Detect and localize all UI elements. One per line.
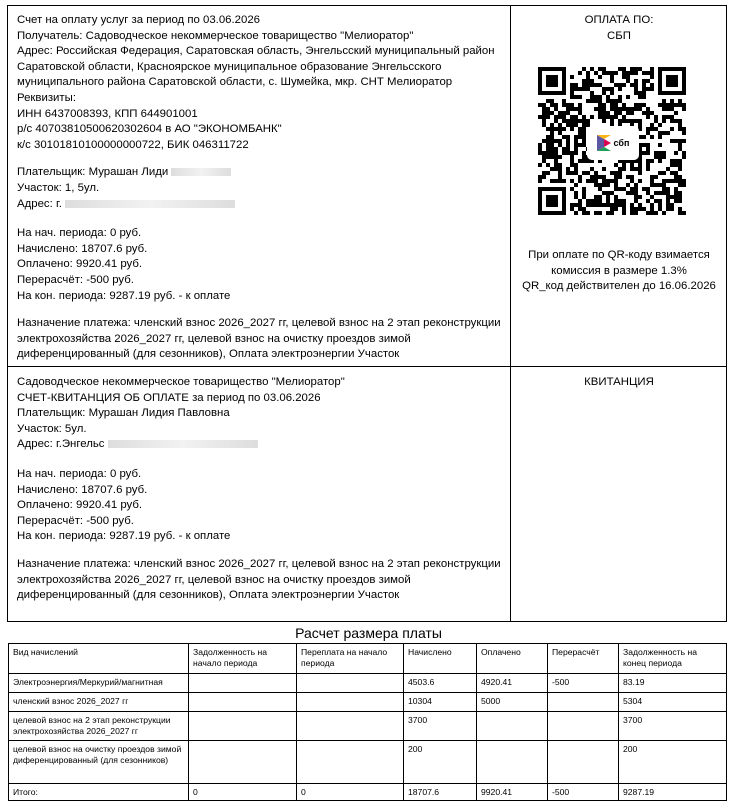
- balance-charged: Начислено: 18707.6 руб.: [17, 483, 148, 496]
- redacted-text: [65, 200, 235, 208]
- header-cell: Задолженность на конец периода: [619, 644, 727, 674]
- table-cell: [477, 741, 548, 784]
- commission-line: При оплате по QR-коду взимается: [528, 249, 710, 261]
- commission-line: комиссия в размере 1.3%: [551, 264, 687, 277]
- table-cell: [548, 712, 619, 741]
- sbp-logo-text: сбп: [613, 138, 630, 148]
- table-cell: [548, 741, 619, 784]
- table-cell: [297, 741, 404, 784]
- table-cell: [189, 712, 297, 741]
- balance-charged: Начислено: 18707.6 руб.: [17, 242, 148, 255]
- header-cell: Переплата на начало периода: [297, 644, 404, 674]
- table-cell: 83.19: [619, 674, 727, 693]
- table-cell: 3700: [404, 712, 477, 741]
- balance-end: На кон. периода: 9287.19 руб. - к оплате: [17, 289, 231, 302]
- address-line: Саратовской области, Красноярское муниципальное образование Энгельсского: [17, 60, 442, 73]
- header-cell: Перерасчёт: [548, 644, 619, 674]
- receipt-section: [17, 375, 501, 604]
- balance-start: На нач. периода: 0 руб.: [17, 467, 142, 480]
- table-total-row: [9, 784, 727, 801]
- payment-method: СБП: [607, 29, 631, 42]
- table-cell: 200: [404, 741, 477, 784]
- recipient-line: Получатель: Садоводческое некоммерческое товарищество "Мелиоратор": [17, 29, 414, 42]
- payment-header: [511, 13, 727, 44]
- receipt-address: Адрес: г.Энгельс: [17, 437, 501, 453]
- table-cell: Электроэнергия/Меркурий/магнитная: [9, 674, 189, 693]
- table-cell: 5000: [477, 693, 548, 712]
- invoice-title: Счет на оплату услуг за период по 03.06.2026: [17, 14, 261, 26]
- receipt-payer: Плательщик: Мурашан Лидия Павловна: [17, 407, 230, 420]
- table-cell: членский взнос 2026_2027 гг: [9, 693, 189, 712]
- table-row: [9, 712, 727, 741]
- vertical-divider: [510, 5, 511, 622]
- table-cell: целевой взнос на 2 этап реконструкции электрохозяйства 2026_2027 гг: [9, 712, 189, 741]
- table-cell: 5304: [619, 693, 727, 712]
- table-cell: 10304: [404, 693, 477, 712]
- payer-line: Плательщик: Мурашан Лиди: [17, 165, 501, 181]
- corr-account-line: к/с 30101810100000000722, БИК 046311722: [17, 138, 249, 151]
- table-cell: 0: [297, 784, 404, 801]
- header-cell: Оплачено: [477, 644, 548, 674]
- purpose-line: электрохозяйства 2026_2027 гг, целевой взнос на очистку проездов зимой: [17, 332, 411, 345]
- table-cell: [297, 693, 404, 712]
- table-cell: 9287.19: [619, 784, 727, 801]
- header-cell: Начислено: [404, 644, 477, 674]
- balance-paid: Оплачено: 9920.41 руб.: [17, 258, 143, 271]
- horizontal-divider: [7, 366, 727, 367]
- requisites-label: Реквизиты:: [17, 91, 76, 104]
- table-cell: 3700: [619, 712, 727, 741]
- redacted-text: [108, 440, 258, 448]
- table-row: [9, 741, 727, 784]
- table-cell: [189, 741, 297, 784]
- table-cell: [189, 674, 297, 693]
- invoice-section: [17, 13, 501, 363]
- table-row: [9, 674, 727, 693]
- sbp-logo-icon: [597, 135, 611, 151]
- balance-start: На нач. периода: 0 руб.: [17, 227, 142, 240]
- inn-line: ИНН 6437008393, КПП 644901001: [17, 107, 198, 120]
- table-cell: 18707.6: [404, 784, 477, 801]
- table-cell: 0: [189, 784, 297, 801]
- table-cell: 9920.41: [477, 784, 548, 801]
- purpose-line: электрохозяйства 2026_2027 гг, целевой взнос на очистку проездов зимой: [17, 573, 411, 586]
- receipt-plot: Участок: 5ул.: [17, 422, 87, 435]
- address-line: муниципального района Саратовской области, с. Шумейка, мкр. СНТ Мелиоратор: [17, 76, 453, 89]
- table-cell: -500: [548, 674, 619, 693]
- account-line: р/с 40703810500620302604 в АО "ЭКОНОМБАНК": [17, 123, 282, 136]
- table-cell: 4503.6: [404, 674, 477, 693]
- redacted-text: [171, 168, 231, 176]
- balance-recalc: Перерасчёт: -500 руб.: [17, 514, 134, 527]
- payment-title: ОПЛАТА ПО:: [584, 14, 654, 26]
- table-cell: -500: [548, 784, 619, 801]
- calc-table: [8, 643, 727, 801]
- purpose-line: Назначение платежа: членский взнос 2026_2027 гг, целевой взнос на 2 этап реконструкции: [17, 557, 501, 570]
- table-cell: [189, 693, 297, 712]
- sbp-logo: [589, 128, 637, 158]
- table-header-row: [9, 644, 727, 674]
- table-cell: [297, 712, 404, 741]
- payer-address-line: Адрес: г.: [17, 197, 501, 213]
- table-cell: 4920.41: [477, 674, 548, 693]
- calc-title: Расчет размера платы: [295, 625, 442, 641]
- table-cell: [548, 693, 619, 712]
- table-cell: целевой взнос на очистку проездов зимой диференцированный (для сезонников): [9, 741, 189, 784]
- balance-recalc: Перерасчёт: -500 руб.: [17, 273, 134, 286]
- plot-line: Участок: 1, 5ул.: [17, 181, 100, 194]
- purpose-line: диференцированный (для сезонников), Оплата электроэнергии Участок: [17, 348, 400, 361]
- qr-validity-line: QR_код действителен до 16.06.2026: [522, 280, 716, 293]
- receipt-title: СЧЕТ-КВИТАНЦИЯ ОБ ОПЛАТЕ за период по 03.06.2026: [17, 391, 321, 404]
- header-cell: Вид начислений: [9, 644, 189, 674]
- table-cell: [477, 712, 548, 741]
- purpose-line: Назначение платежа: членский взнос 2026_2027 гг, целевой взнос на 2 этап реконструкции: [17, 317, 501, 330]
- table-cell: 200: [619, 741, 727, 784]
- balance-end: На кон. периода: 9287.19 руб. - к оплате: [17, 530, 231, 543]
- balance-paid: Оплачено: 9920.41 руб.: [17, 499, 143, 512]
- table-cell: Итого:: [9, 784, 189, 801]
- table-row: [9, 693, 727, 712]
- receipt-label: КВИТАНЦИЯ: [584, 376, 654, 388]
- table-cell: [297, 674, 404, 693]
- commission-note: [511, 248, 727, 295]
- address-line: Адрес: Российская Федерация, Саратовская область, Энгельсский муниципальный район: [17, 45, 495, 58]
- header-cell: Задолженность на начало периода: [189, 644, 297, 674]
- receipt-org: Садоводческое некоммерческое товарищество "Мелиоратор": [17, 376, 345, 388]
- purpose-line: диференцированный (для сезонников), Оплата электроэнергии Участок: [17, 589, 400, 602]
